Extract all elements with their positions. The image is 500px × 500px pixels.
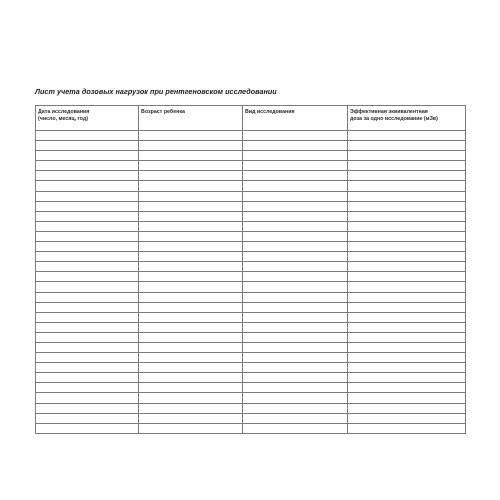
table-row [36,191,466,201]
cell-effective-dose[interactable] [348,353,466,363]
cell-exam-type[interactable] [243,423,348,433]
table-row [36,312,466,322]
cell-child-age[interactable] [139,131,243,141]
cell-exam-type[interactable] [243,282,348,292]
cell-effective-dose[interactable] [348,413,466,423]
cell-date[interactable] [36,252,139,262]
cell-effective-dose[interactable] [348,211,466,221]
cell-exam-type[interactable] [243,131,348,141]
cell-date[interactable] [36,221,139,231]
cell-date[interactable] [36,231,139,241]
cell-exam-type[interactable] [243,332,348,342]
cell-effective-dose[interactable] [348,272,466,282]
cell-date[interactable] [36,363,139,373]
cell-effective-dose[interactable] [348,252,466,262]
cell-child-age[interactable] [139,211,243,221]
cell-exam-type[interactable] [243,353,348,363]
cell-exam-type[interactable] [243,161,348,171]
cell-date[interactable] [36,353,139,363]
cell-exam-type[interactable] [243,292,348,302]
cell-effective-dose[interactable] [348,322,466,332]
cell-exam-type[interactable] [243,322,348,332]
cell-effective-dose[interactable] [348,423,466,433]
cell-child-age[interactable] [139,262,243,272]
table-row [36,131,466,141]
cell-exam-type[interactable] [243,393,348,403]
cell-date[interactable] [36,161,139,171]
cell-child-age[interactable] [139,191,243,201]
cell-child-age[interactable] [139,363,243,373]
table-row [36,231,466,241]
cell-exam-type[interactable] [243,231,348,241]
column-header-exam-type [243,106,348,131]
table-row [36,181,466,191]
cell-date[interactable] [36,373,139,383]
cell-date[interactable] [36,302,139,312]
cell-exam-type[interactable] [243,383,348,393]
cell-child-age[interactable] [139,151,243,161]
cell-date[interactable] [36,312,139,322]
table-row [36,141,466,151]
cell-effective-dose[interactable] [348,141,466,151]
cell-date[interactable] [36,332,139,342]
cell-exam-type[interactable] [243,262,348,272]
cell-child-age[interactable] [139,393,243,403]
table-row [36,171,466,181]
cell-exam-type[interactable] [243,141,348,151]
cell-date[interactable] [36,211,139,221]
cell-date[interactable] [36,201,139,211]
cell-effective-dose[interactable] [348,201,466,211]
table-row [36,272,466,282]
table-header-row [36,106,466,131]
column-header-date-line2: (число, месяц, год) [38,116,88,122]
cell-child-age[interactable] [139,141,243,151]
table-row [36,242,466,252]
table-row [36,151,466,161]
cell-exam-type[interactable] [243,181,348,191]
table-row [36,363,466,373]
cell-exam-type[interactable] [243,242,348,252]
cell-date[interactable] [36,423,139,433]
table-row [36,393,466,403]
cell-child-age[interactable] [139,373,243,383]
table-row [36,221,466,231]
cell-effective-dose[interactable] [348,131,466,141]
cell-date[interactable] [36,262,139,272]
cell-child-age[interactable] [139,282,243,292]
column-header-child-age-line1: Возраст ребенка [141,109,185,115]
table-row [36,211,466,221]
cell-date[interactable] [36,171,139,181]
cell-child-age[interactable] [139,171,243,181]
cell-effective-dose[interactable] [348,282,466,292]
cell-effective-dose[interactable] [348,161,466,171]
cell-exam-type[interactable] [243,201,348,211]
cell-effective-dose[interactable] [348,151,466,161]
table-row [36,373,466,383]
cell-child-age[interactable] [139,242,243,252]
sheet-title: Лист учета дозовых нагрузок при рентгеновском исследовании [35,87,277,96]
column-header-child-age [139,106,243,131]
cell-child-age[interactable] [139,231,243,241]
cell-date[interactable] [36,393,139,403]
cell-effective-dose[interactable] [348,302,466,312]
table-row [36,201,466,211]
cell-exam-type[interactable] [243,363,348,373]
cell-date[interactable] [36,413,139,423]
cell-child-age[interactable] [139,423,243,433]
table-row [36,282,466,292]
cell-child-age[interactable] [139,252,243,262]
cell-date[interactable] [36,403,139,413]
cell-exam-type[interactable] [243,312,348,322]
cell-effective-dose[interactable] [348,383,466,393]
table-row [36,403,466,413]
cell-date[interactable] [36,282,139,292]
cell-exam-type[interactable] [243,151,348,161]
cell-exam-type[interactable] [243,221,348,231]
cell-exam-type[interactable] [243,171,348,181]
column-header-exam-type-line1: Вид исследования [245,109,295,115]
cell-child-age[interactable] [139,201,243,211]
column-header-effective-dose-line1: Эффективная эквивалентная [350,109,428,115]
cell-child-age[interactable] [139,383,243,393]
cell-child-age[interactable] [139,353,243,363]
cell-child-age[interactable] [139,272,243,282]
cell-effective-dose[interactable] [348,171,466,181]
cell-exam-type[interactable] [243,211,348,221]
cell-date[interactable] [36,272,139,282]
cell-date[interactable] [36,242,139,252]
cell-effective-dose[interactable] [348,242,466,252]
cell-effective-dose[interactable] [348,231,466,241]
table-row [36,423,466,433]
table-body [36,131,466,434]
cell-exam-type[interactable] [243,191,348,201]
table-row [36,322,466,332]
cell-exam-type[interactable] [243,403,348,413]
table-row [36,262,466,272]
cell-effective-dose[interactable] [348,181,466,191]
cell-child-age[interactable] [139,161,243,171]
table-row [36,353,466,363]
cell-effective-dose[interactable] [348,342,466,352]
cell-exam-type[interactable] [243,252,348,262]
cell-child-age[interactable] [139,302,243,312]
cell-child-age[interactable] [139,181,243,191]
cell-child-age[interactable] [139,221,243,231]
cell-effective-dose[interactable] [348,393,466,403]
cell-effective-dose[interactable] [348,221,466,231]
dose-log-table [35,105,466,434]
table-row [36,342,466,352]
cell-date[interactable] [36,141,139,151]
cell-effective-dose[interactable] [348,373,466,383]
table-row [36,252,466,262]
cell-date[interactable] [36,181,139,191]
cell-effective-dose[interactable] [348,292,466,302]
column-header-effective-dose [348,106,466,131]
cell-effective-dose[interactable] [348,262,466,272]
cell-date[interactable] [36,151,139,161]
table-row [36,332,466,342]
cell-child-age[interactable] [139,312,243,322]
cell-child-age[interactable] [139,403,243,413]
cell-child-age[interactable] [139,413,243,423]
table-row [36,413,466,423]
cell-date[interactable] [36,191,139,201]
cell-exam-type[interactable] [243,413,348,423]
cell-effective-dose[interactable] [348,332,466,342]
column-header-date [36,106,139,131]
cell-exam-type[interactable] [243,302,348,312]
table-row [36,302,466,312]
cell-effective-dose[interactable] [348,403,466,413]
cell-child-age[interactable] [139,322,243,332]
cell-child-age[interactable] [139,332,243,342]
cell-exam-type[interactable] [243,373,348,383]
cell-date[interactable] [36,383,139,393]
cell-effective-dose[interactable] [348,312,466,322]
cell-effective-dose[interactable] [348,363,466,373]
cell-child-age[interactable] [139,342,243,352]
cell-effective-dose[interactable] [348,191,466,201]
cell-exam-type[interactable] [243,342,348,352]
cell-child-age[interactable] [139,292,243,302]
cell-exam-type[interactable] [243,272,348,282]
cell-date[interactable] [36,322,139,332]
column-header-effective-dose-line2: доза за одно исследование (мЗв) [350,116,438,122]
table-row [36,292,466,302]
table-row [36,383,466,393]
column-header-date-line1: Дата исследования [38,109,90,115]
table-row [36,161,466,171]
cell-date[interactable] [36,342,139,352]
cell-date[interactable] [36,292,139,302]
cell-date[interactable] [36,131,139,141]
